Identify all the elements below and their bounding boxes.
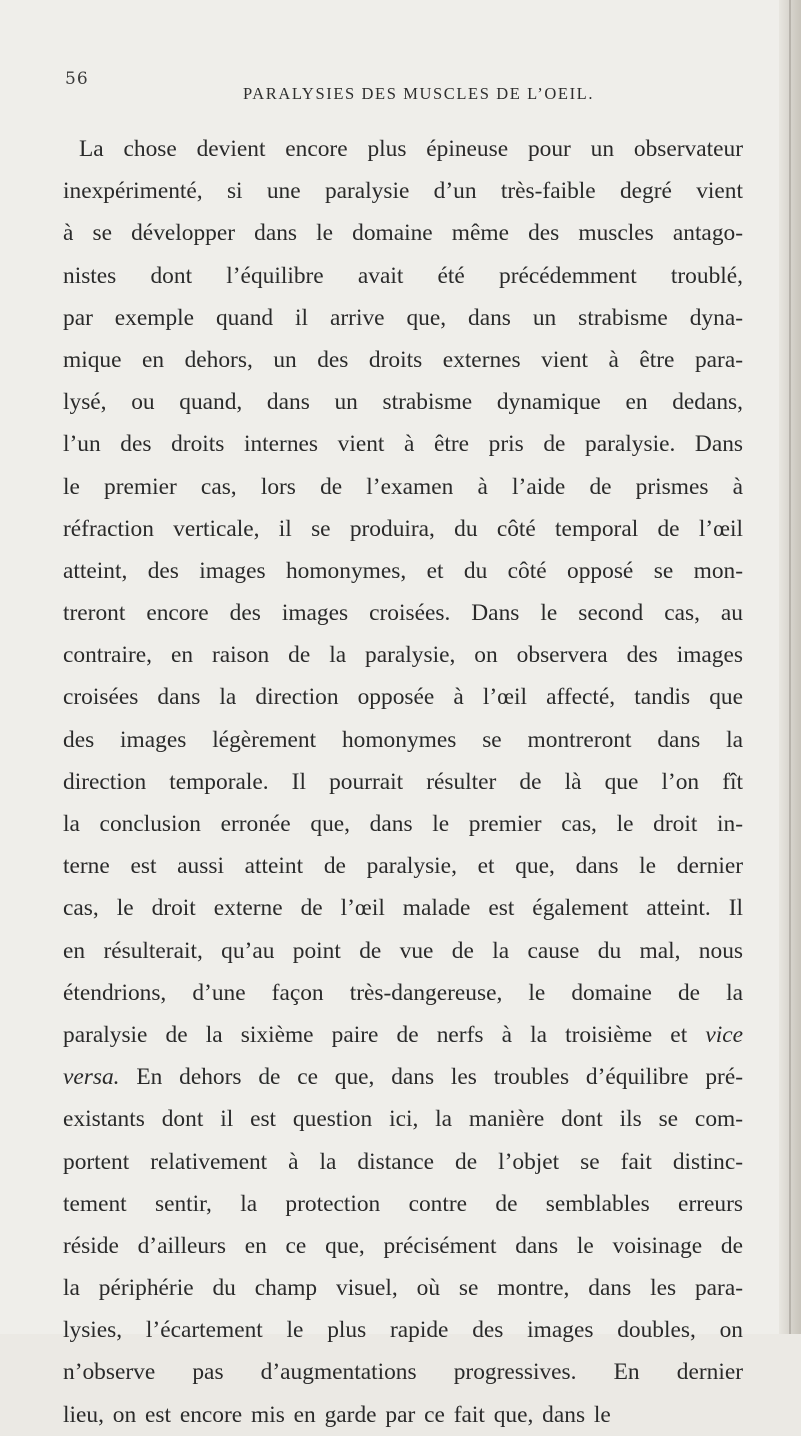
- body-text: [63, 128, 743, 1436]
- text-line: lieu, on est encore mis en garde par ce fait que, dans le: [63, 1401, 611, 1428]
- text-line: la conclusion erronée que, dans le premier cas, le droit in-: [63, 811, 743, 837]
- text-line: par exemple quand il arrive que, dans un strabisme dyna-: [63, 304, 743, 331]
- text-line: direction temporale. Il pourrait résulter de là que l’on fît: [63, 768, 743, 795]
- text-line: croisées dans la direction opposée à l’œil affecté, tandis que: [63, 684, 743, 711]
- text-line: le premier cas, lors de l’examen à l’aide de prismes à: [63, 473, 743, 500]
- text-line: portent relativement à la distance de l’objet se fait distinc-: [63, 1148, 743, 1175]
- text-line: versa. En dehors de ce que, dans les troubles d’équilibre pré-: [63, 1064, 743, 1091]
- text-line: contraire, en raison de la paralysie, on observera des images: [63, 642, 743, 669]
- text-line: réside d’ailleurs en ce que, précisément dans le voisinage de: [63, 1232, 743, 1259]
- text-line-with-italic: [63, 1014, 743, 1056]
- page-edge-line: [789, 0, 791, 1334]
- text-line: réfraction verticale, il se produira, du côté temporal de l’œil: [63, 515, 743, 542]
- text-line: inexpérimenté, si une paralysie d’un très-faible degré vient: [63, 178, 743, 205]
- page-number: 56: [65, 69, 89, 89]
- text-line: treront encore des images croisées. Dans le second cas, au: [63, 600, 743, 627]
- text-line: terne est aussi atteint de paralysie, et que, dans le dernier: [63, 853, 743, 880]
- text-line: des images légèrement homonymes se montreront dans la: [63, 726, 743, 753]
- text-line: étendrions, d’une façon très-dangereuse, le domaine de la: [63, 979, 743, 1006]
- text-line: l’un des droits internes vient à être pris de paralysie. Dans: [63, 431, 743, 458]
- italic-text: vice: [705, 1021, 743, 1048]
- text-line: nistes dont l’équilibre avait été précédemment troublé,: [63, 262, 743, 289]
- text-segment: paralysie de la sixième paire de nerfs à la troisième et: [63, 1021, 688, 1048]
- text-line: la périphérie du champ visuel, où se montre, dans les para-: [63, 1275, 743, 1302]
- italic-text: versa.: [63, 1064, 120, 1091]
- text-line: n’observe pas d’augmentations progressives. En dernier: [63, 1359, 743, 1386]
- text-line: atteint, des images homonymes, et du côté opposé se mon-: [63, 557, 743, 584]
- text-line: lysies, l’écartement le plus rapide des images doubles, on: [63, 1317, 743, 1344]
- text-line: existants dont il est question ici, la manière dont ils se com-: [63, 1106, 743, 1133]
- text-line: lysé, ou quand, dans un strabisme dynamique en dedans,: [63, 389, 743, 416]
- text-line: tement sentir, la protection contre de semblables erreurs: [63, 1190, 743, 1217]
- text-line: La chose devient encore plus épineuse pour un observateur: [79, 136, 743, 162]
- text-line: en résulterait, qu’au point de vue de la cause du mal, nous: [63, 937, 743, 964]
- text-line: cas, le droit externe de l’œil malade est également atteint. Il: [63, 895, 743, 922]
- running-head: PARALYSIES DES MUSCLES DE L’OEIL.: [243, 84, 595, 103]
- text-line: à se développer dans le domaine même des muscles antago-: [63, 220, 743, 247]
- text-line: mique en dehors, un des droits externes vient à être para-: [63, 346, 743, 373]
